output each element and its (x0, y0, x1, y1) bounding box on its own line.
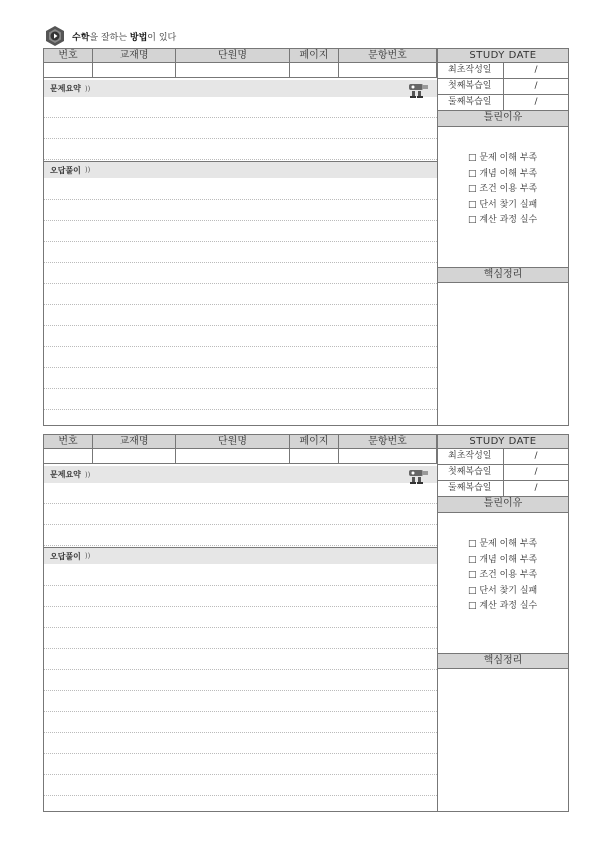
header-number: 번호 (44, 49, 93, 62)
date-row-review1[interactable] (438, 79, 568, 95)
reason-checkbox[interactable]: □ 개념 이해 부족 (468, 554, 538, 565)
date-row-review2[interactable] (438, 481, 568, 497)
date-label: 최초작성일 (438, 63, 504, 78)
header-unit: 단원명 (176, 49, 290, 62)
header-unit: 단원명 (176, 435, 290, 448)
date-value[interactable]: / (534, 483, 538, 493)
reason-checkbox[interactable]: □ 개념 이해 부족 (468, 168, 538, 179)
brand-end: 이 있다 (147, 32, 177, 43)
problem-number-field[interactable] (339, 63, 437, 77)
key-summary-area[interactable] (438, 669, 568, 809)
brand-word-2: 방법 (129, 32, 148, 43)
wrong-reason-list (438, 127, 568, 267)
info-input-row (44, 449, 437, 464)
page-field[interactable] (290, 449, 339, 463)
date-row-first[interactable] (438, 63, 568, 79)
date-value[interactable]: / (534, 467, 538, 477)
reason-checkbox[interactable]: □ 단서 찾기 실패 (468, 199, 538, 210)
info-header-row (44, 49, 437, 63)
date-value[interactable]: / (534, 97, 538, 107)
reason-checkbox[interactable]: □ 조건 이용 부족 (468, 570, 538, 580)
date-value[interactable]: / (534, 81, 538, 91)
date-value[interactable]: / (534, 65, 538, 75)
reason-checkbox[interactable]: □ 문제 이해 부족 (468, 539, 538, 549)
key-summary-title: 핵심정리 (438, 653, 568, 669)
header-problem-number: 문항번호 (339, 435, 437, 448)
info-input-row (44, 63, 437, 78)
date-row-review2[interactable] (438, 95, 568, 111)
study-date-title: STUDY DATE (438, 49, 568, 63)
date-value[interactable]: / (534, 451, 538, 461)
study-side-panel (438, 49, 568, 425)
header-number: 번호 (44, 435, 93, 448)
date-label: 첫째복습일 (438, 465, 504, 480)
solution-bar (44, 161, 437, 178)
section-mark: )) (84, 84, 91, 93)
solution-label: 오답풀이 (50, 165, 81, 175)
reason-checkbox[interactable]: □ 조건 이용 부족 (468, 184, 538, 194)
key-summary-area[interactable] (438, 283, 568, 423)
hexagon-logo-icon (44, 25, 66, 47)
solution-bar (44, 547, 437, 564)
problem-summary-bar (44, 80, 437, 97)
wrong-reason-title: 틀린이유 (438, 497, 568, 513)
page-field[interactable] (290, 63, 339, 77)
date-row-review1[interactable] (438, 465, 568, 481)
textbook-field[interactable] (93, 63, 176, 77)
study-date-title: STUDY DATE (438, 435, 568, 449)
number-field[interactable] (44, 63, 93, 77)
brand-word-1: 수학 (72, 32, 90, 43)
problem-number-field[interactable] (339, 449, 437, 463)
key-summary-title: 핵심정리 (438, 267, 568, 283)
header-page: 페이지 (290, 49, 339, 62)
section-mark: )) (84, 166, 91, 174)
info-header-row (44, 435, 437, 449)
header-textbook: 교재명 (93, 49, 176, 62)
reason-checkbox[interactable]: □ 단서 찾기 실패 (468, 585, 538, 596)
problem-summary-label: 문제요약 (50, 84, 81, 93)
reason-checkbox[interactable]: □ 계산 과정 실수 (468, 215, 538, 225)
solution-label: 오답풀이 (50, 551, 81, 561)
wrong-answer-note-1 (43, 48, 569, 426)
wrong-answer-note-2 (43, 434, 569, 812)
mascot-character-icon (407, 81, 431, 99)
date-label: 둘째복습일 (438, 95, 504, 110)
section-mark: )) (84, 552, 91, 560)
problem-summary-bar (44, 466, 437, 483)
header-textbook: 교재명 (93, 435, 176, 448)
section-mark: )) (84, 470, 91, 479)
wrong-reason-list (438, 513, 568, 653)
page-header (44, 24, 176, 48)
date-row-first[interactable] (438, 449, 568, 465)
unit-field[interactable] (176, 63, 290, 77)
wrong-reason-title: 틀린이유 (438, 111, 568, 127)
study-side-panel (438, 435, 568, 811)
mascot-character-icon (407, 467, 431, 485)
brand-mid: 을 잘하는 (89, 32, 130, 43)
date-label: 최초작성일 (438, 449, 504, 464)
reason-checkbox[interactable]: □ 계산 과정 실수 (468, 601, 538, 611)
problem-summary-label: 문제요약 (50, 470, 81, 479)
unit-field[interactable] (176, 449, 290, 463)
textbook-field[interactable] (93, 449, 176, 463)
reason-checkbox[interactable]: □ 문제 이해 부족 (468, 153, 538, 163)
date-label: 첫째복습일 (438, 79, 504, 94)
brand-slogan (72, 30, 176, 43)
header-problem-number: 문항번호 (339, 49, 437, 62)
header-page: 페이지 (290, 435, 339, 448)
date-label: 둘째복습일 (438, 481, 504, 496)
number-field[interactable] (44, 449, 93, 463)
